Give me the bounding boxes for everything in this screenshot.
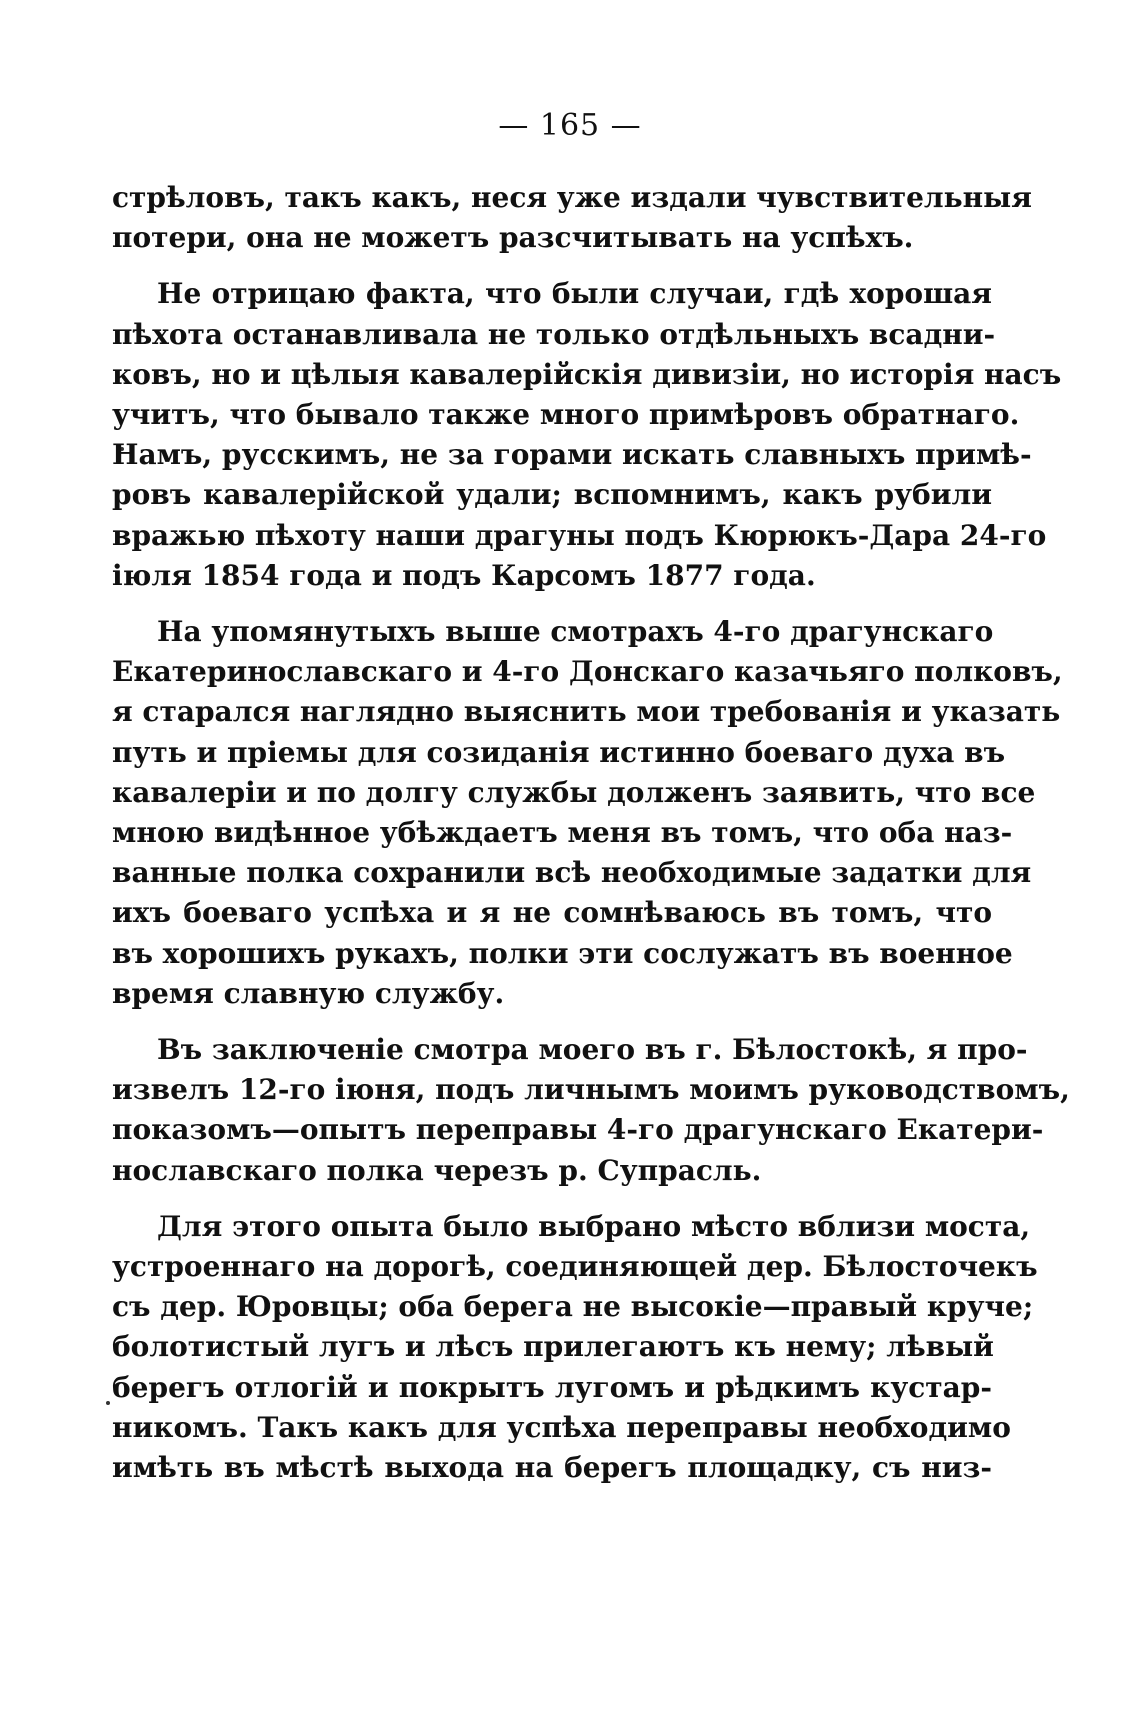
- text-line: іюля 1854 года и подъ Карсомъ 1877 года.: [112, 558, 816, 592]
- text-line: Намъ, русскимъ, не за горами искать славныхъ примѣ-: [112, 438, 1032, 472]
- text-line: пѣхота останавливала не только отдѣльныхъ всадни-: [112, 317, 996, 351]
- text-line: ихъ боеваго успѣха и я не сомнѣваюсь въ томъ, что: [112, 896, 992, 930]
- text-line: устроеннаго на дорогѣ, соединяющей дер. Бѣлосточекъ: [112, 1250, 1038, 1284]
- text-line: съ дер. Юровцы; оба берега не высокіе—правый круче;: [112, 1290, 1034, 1324]
- text-line: вражью пѣхоту наши драгуны подъ Кюрюкъ-Дара 24-го: [112, 518, 1047, 552]
- text-line: болотистый лугъ и лѣсъ прилегаютъ къ нему; лѣвый: [112, 1330, 994, 1364]
- text-line: Для этого опыта было выбрано мѣсто вблизи моста,: [157, 1209, 1031, 1243]
- text-line: извелъ 12-го іюня, подъ личнымъ моимъ руководствомъ,: [112, 1073, 1070, 1107]
- paragraph: [112, 612, 1063, 1014]
- text-line: ванные полка сохранили всѣ необходимые задатки для: [112, 856, 1032, 890]
- text-line: показомъ—опытъ переправы 4-го драгунскаго Екатери-: [112, 1113, 1044, 1147]
- text-line: Въ заключеніе смотра моего въ г. Бѣлостокѣ, я про-: [157, 1033, 1028, 1067]
- text-line: никомъ. Такъ какъ для успѣха переправы необходимо: [112, 1410, 1011, 1444]
- text-line: въ хорошихъ рукахъ, полки эти сослужатъ въ военное: [112, 936, 1013, 970]
- page-number: — 165 —: [498, 108, 642, 143]
- text-line: время славную службу.: [112, 976, 505, 1010]
- text-line: мною видѣнное убѣждаетъ меня въ томъ, что оба наз-: [112, 816, 1013, 850]
- text-line: стрѣловъ, такъ какъ, неся уже издали чувствительныя: [112, 181, 1032, 214]
- text-line: потери, она не можетъ разсчитывать на успѣхъ.: [112, 221, 914, 255]
- text-line: имѣть въ мѣстѣ выхода на берегъ площадку, съ низ-: [112, 1451, 992, 1485]
- print-speck: [106, 1401, 110, 1405]
- paragraph: [112, 274, 1062, 596]
- text-line: ровъ кавалерійской удали; вспомнимъ, какъ рубили: [112, 478, 992, 512]
- text-line: Екатеринославскаго и 4-го Донскаго казачьяго полковъ,: [112, 655, 1063, 689]
- text-line: Не отрицаю факта, что были случаи, гдѣ хорошая: [157, 277, 992, 311]
- text-line: ковъ, но и цѣлыя кавалерійскія дивизіи, но исторія насъ: [112, 357, 1062, 391]
- paragraph: [112, 1207, 1038, 1488]
- text-line: путь и пріемы для созиданія истинно боеваго духа въ: [112, 735, 1006, 769]
- paragraph: [112, 1030, 1070, 1191]
- text-line: кавалеріи и по долгу службы долженъ заявить, что все: [112, 775, 1036, 809]
- paragraph: [112, 178, 1032, 258]
- text-line: я старался наглядно выяснить мои требованія и указать: [112, 695, 1061, 729]
- text-line: На упомянутыхъ выше смотрахъ 4-го драгунскаго: [157, 615, 994, 649]
- text-line: нославскаго полка черезъ р. Супрасль.: [112, 1153, 762, 1187]
- text-line: берегъ отлогій и покрытъ лугомъ и рѣдкимъ кустар-: [112, 1370, 992, 1404]
- text-line: учитъ, что бывало также много примѣровъ обратнаго.: [112, 398, 1020, 432]
- body-text: [112, 178, 1070, 1504]
